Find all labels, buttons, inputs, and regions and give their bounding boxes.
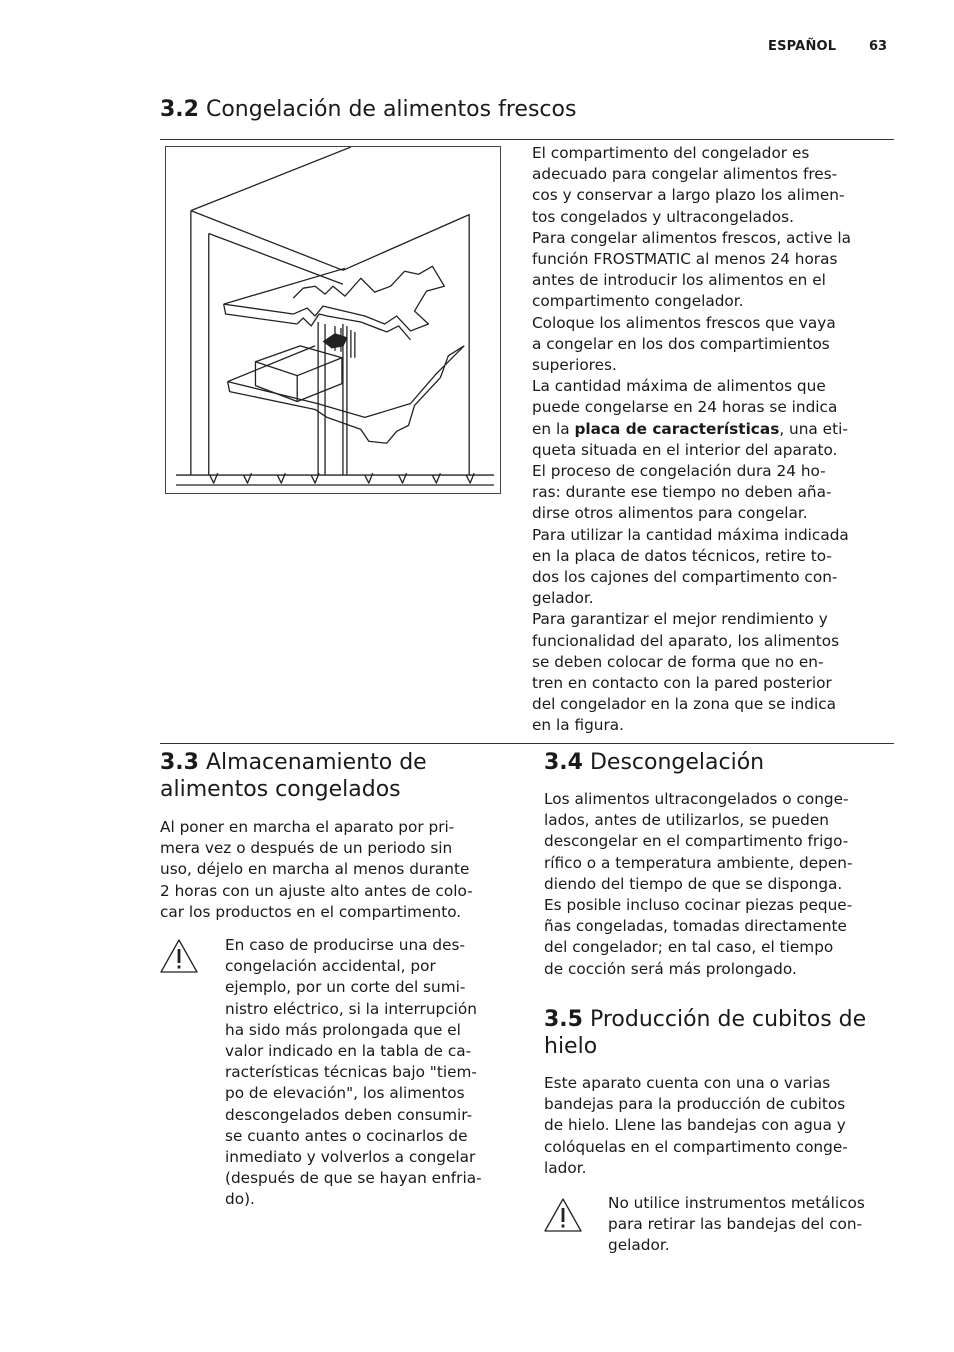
section-number: 3.5	[544, 1007, 583, 1032]
freezer-shelves-illustration	[165, 146, 501, 494]
section-3-3-text: Al poner en marcha el aparato por pri- mera vez o después de un periodo sin uso, déjelo en marcha al menos durante 2 horas con un ajuste alto antes de colo- car los productos en el compartimento.	[160, 818, 473, 921]
header-language: ESPAÑOL	[768, 39, 837, 54]
warning-text: No utilice instrumentos metálicos para retirar las bandejas del con- gelador.	[608, 1194, 865, 1255]
section-divider	[160, 139, 894, 140]
section-number: 3.4	[544, 750, 583, 775]
section-title: Congelación de alimentos frescos	[205, 97, 577, 122]
section-3-5-heading	[544, 1006, 894, 1060]
warning-triangle-icon	[159, 938, 199, 974]
section-3-4-text: Los alimentos ultracongelados o conge- lados, antes de utilizarlos, se pueden descongelar en el compartimento frigo- rífico o a temperatura ambiente, depen- diendo del tiempo de que se disponga. Es posible incluso cocinar piezas peque- ñas congeladas, tomadas directamente del congelador; en tal caso, el tiempo de cocción será más prolongado.	[544, 790, 853, 978]
section-3-2-heading	[160, 96, 860, 124]
paragraph-text: El compartimento del congelador es adecuado para congelar alimentos fres- cos y conservar a largo plazo los alimen- tos congelados y ultracongelados. Para congelar alimentos frescos, active la función FROSTMATIC al menos 24 horas antes de introducir los alimentos en el compartimento congelador. Coloque los alimentos frescos que vaya a congelar en los dos compartimientos superiores. La cantidad máxima de alimentos que puede congelarse en 24 horas se indica en la	[532, 144, 852, 438]
section-3-2-text	[532, 143, 894, 737]
section-title: Descongelación	[589, 750, 765, 775]
bold-term: placa de características	[574, 419, 780, 438]
section-3-3-heading	[160, 749, 520, 803]
section-3-4-heading	[544, 749, 894, 776]
section-title: Almacenamiento de alimentos congelados	[160, 750, 427, 802]
section-title: Producción de cubitos de hielo	[544, 1007, 867, 1059]
section-number: 3.2	[160, 97, 199, 122]
paragraph-text-continued: , una eti- queta situada en el interior del aparato. El proceso de congelación dura 24 ho- ras: durante ese tiempo no deben aña- dirse otros alimentos para congelar. Para utilizar la cantidad máxima indicada en la placa de datos técnicos, retire to- dos los cajones del compartimento con- gelador. Para garantizar el mejor rendimiento y funcionalidad del aparato, los alimentos se deben colocar de forma que no en- tren en contacto con la pared posterior del congelador en la zona que se indica en la figura.	[532, 419, 849, 735]
warning-triangle-icon	[543, 1197, 583, 1233]
section-number: 3.3	[160, 750, 199, 775]
warning-text: En caso de producirse una des- congelación accidental, por ejemplo, por un corte del sumi- nistro eléctrico, si la interrupción ha sido más prolongada que el valor indicado en la tabla de ca- racterísticas técnicas bajo "tiem- po de elevación", los alimentos descongelados deben consumir- se cuanto antes o cocinarlos de inmediato y volverlos a congelar (después de que se hayan enfria- do).	[225, 936, 482, 1209]
freezer-illustration-svg	[166, 147, 500, 493]
section-divider	[160, 743, 894, 744]
page-number: 63	[869, 39, 888, 54]
section-3-5-text: Este aparato cuenta con una o varias bandejas para la producción de cubitos de hielo. Llene las bandejas con agua y colóquelas en el compartimento conge- lador.	[544, 1074, 848, 1177]
